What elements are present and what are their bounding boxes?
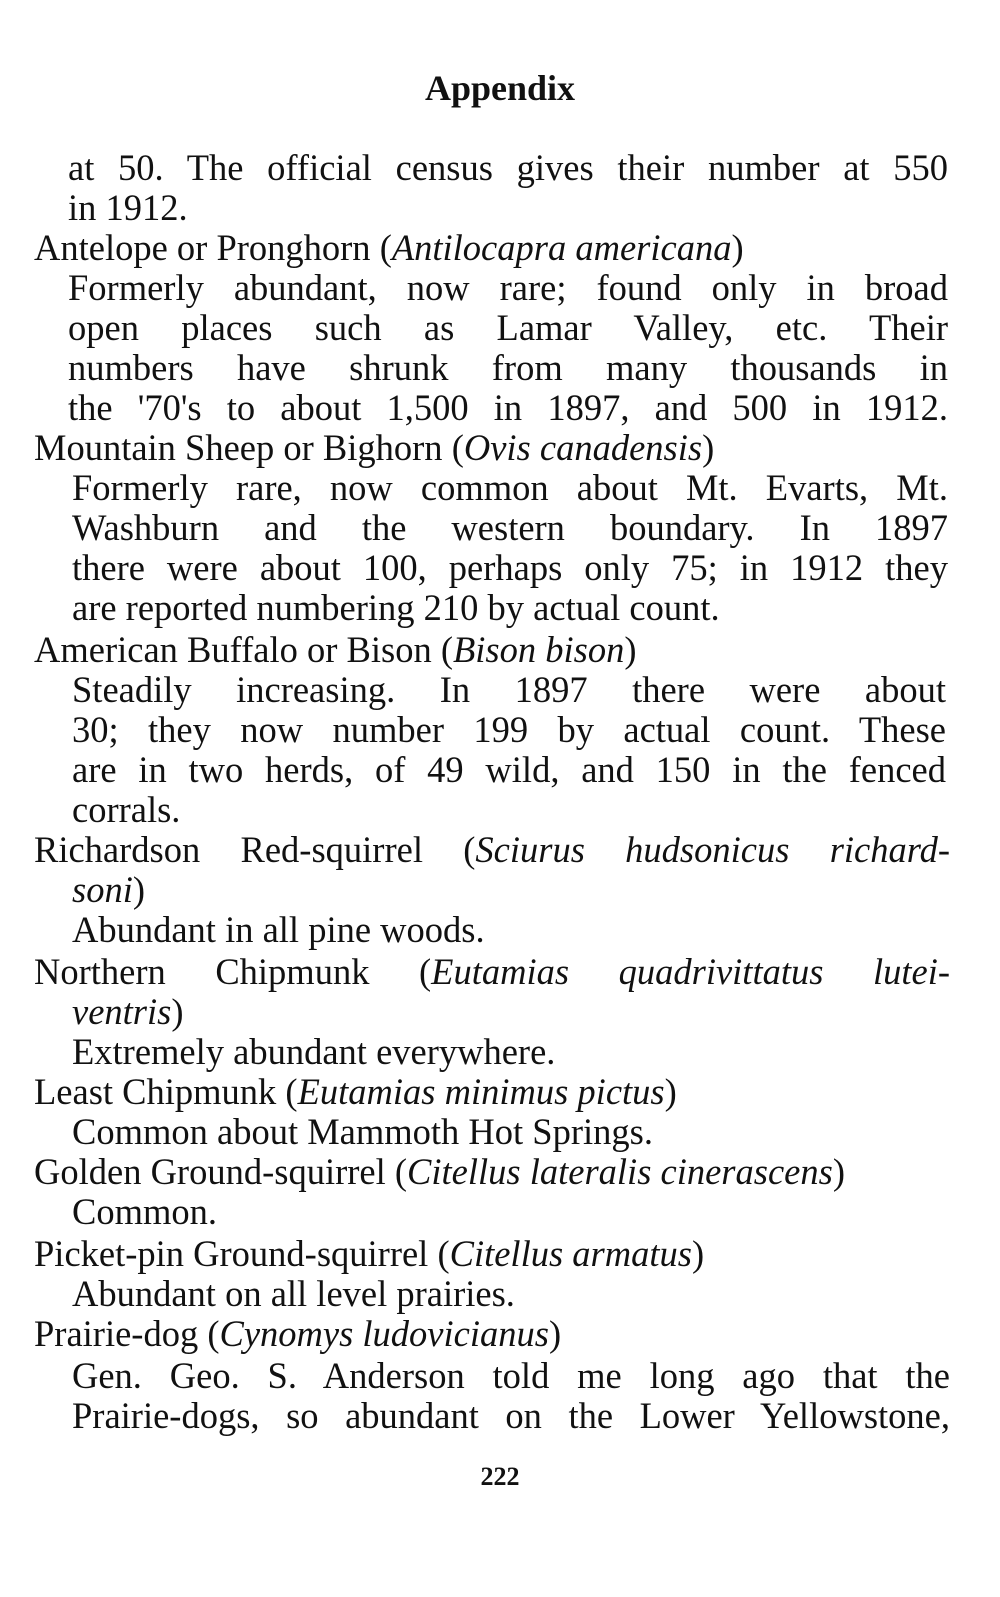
scientific-name-part-1: Eutamias quadrivittatus lutei- <box>431 951 951 992</box>
scientific-name-part-1: Sciurus hudsonicus richard- <box>475 829 950 870</box>
entry-body-line: Abundant on all level prairies. <box>72 1273 515 1314</box>
entry-body-line: Formerly rare, now common about Mt. Evarts, Mt. <box>72 467 948 508</box>
entry-title-red-squirrel: Richardson Red-squirrel (Sciurus hudsonicus richard- <box>34 829 950 870</box>
common-name: Mountain Sheep or Bighorn <box>34 427 443 468</box>
entry-title-least-chipmunk: Least Chipmunk (Eutamias minimus pictus) <box>34 1071 677 1112</box>
scientific-name: Ovis canadensis <box>463 427 703 468</box>
common-name: Golden Ground-squirrel <box>34 1151 386 1192</box>
entry-body-line: Common about Mammoth Hot Springs. <box>72 1111 653 1152</box>
common-name: Picket-pin Ground-squirrel <box>34 1233 429 1274</box>
scientific-name: Citellus armatus <box>449 1233 692 1274</box>
entry-body-line: are reported numbering 210 by actual count. <box>72 587 720 628</box>
entry-body-line: Common. <box>72 1191 218 1232</box>
entry-body-line: Steadily increasing. In 1897 there were about <box>72 669 946 710</box>
entry-title-picket-pin: Picket-pin Ground-squirrel (Citellus armatus) <box>34 1233 705 1274</box>
common-name: Antelope or Pronghorn <box>34 227 371 268</box>
entry-title-prairie-dog: Prairie-dog (Cynomys ludovicianus) <box>34 1313 562 1354</box>
scientific-name: Antilocapra americana <box>391 227 732 268</box>
entry-title-golden-ground-squirrel: Golden Ground-squirrel (Citellus lateralis cinerascens) <box>34 1151 845 1192</box>
common-name: Northern Chipmunk <box>34 951 370 992</box>
scientific-name: Citellus lateralis cinerascens <box>407 1151 833 1192</box>
entry-body-line: Gen. Geo. S. Anderson told me long ago that the <box>72 1355 950 1396</box>
scientific-name-part-2: ventris <box>72 991 172 1032</box>
entry-body-line: 30; they now number 199 by actual count. These <box>72 709 946 750</box>
entry-title-continuation: ventris) <box>72 991 184 1032</box>
entry-body-line: Extremely abundant everywhere. <box>72 1031 556 1072</box>
scientific-name: Cynomys ludovicianus <box>219 1313 549 1354</box>
entry-body-line: there were about 100, perhaps only 75; in 1912 they <box>72 547 948 588</box>
entry-title-northern-chipmunk: Northern Chipmunk (Eutamias quadrivittatus lutei- <box>34 951 951 992</box>
entry-body-line: corrals. <box>72 789 181 830</box>
running-heading: Appendix <box>424 68 576 108</box>
entry-body-line: Prairie-dogs, so abundant on the Lower Yellowstone, <box>72 1395 950 1436</box>
scientific-name: Eutamias minimus pictus <box>297 1071 665 1112</box>
entry-title-bison: American Buffalo or Bison (Bison bison) <box>34 629 637 670</box>
scientific-name-part-2: soni <box>72 869 133 910</box>
entry-title-bighorn: Mountain Sheep or Bighorn (Ovis canadensis) <box>34 427 715 468</box>
entry-body-line: are in two herds, of 49 wild, and 150 in the fenced <box>72 749 946 790</box>
common-name: Least Chipmunk <box>34 1071 277 1112</box>
entry-body-line: Washburn and the western boundary. In 1897 <box>72 507 948 548</box>
continuation-line-2: in 1912. <box>68 187 188 228</box>
entry-body-line: Abundant in all pine woods. <box>72 909 485 950</box>
scientific-name: Bison bison <box>453 629 625 670</box>
page-number: 222 <box>480 1462 520 1491</box>
common-name: Prairie-dog <box>34 1313 199 1354</box>
entry-body-line: open places such as Lamar Valley, etc. Their <box>68 307 948 348</box>
entry-body-line: Formerly abundant, now rare; found only in broad <box>68 267 948 308</box>
entry-body-line: the '70's to about 1,500 in 1897, and 500 in 1912. <box>68 387 948 428</box>
entry-title-antelope: Antelope or Pronghorn (Antilocapra americana) <box>34 227 744 268</box>
continuation-line-1: at 50. The official census gives their number at 550 <box>68 147 948 188</box>
entry-body-line: numbers have shrunk from many thousands in <box>68 347 948 388</box>
common-name: American Buffalo or Bison <box>34 629 432 670</box>
common-name: Richardson Red-squirrel <box>34 829 423 870</box>
entry-title-continuation: soni) <box>72 869 146 910</box>
